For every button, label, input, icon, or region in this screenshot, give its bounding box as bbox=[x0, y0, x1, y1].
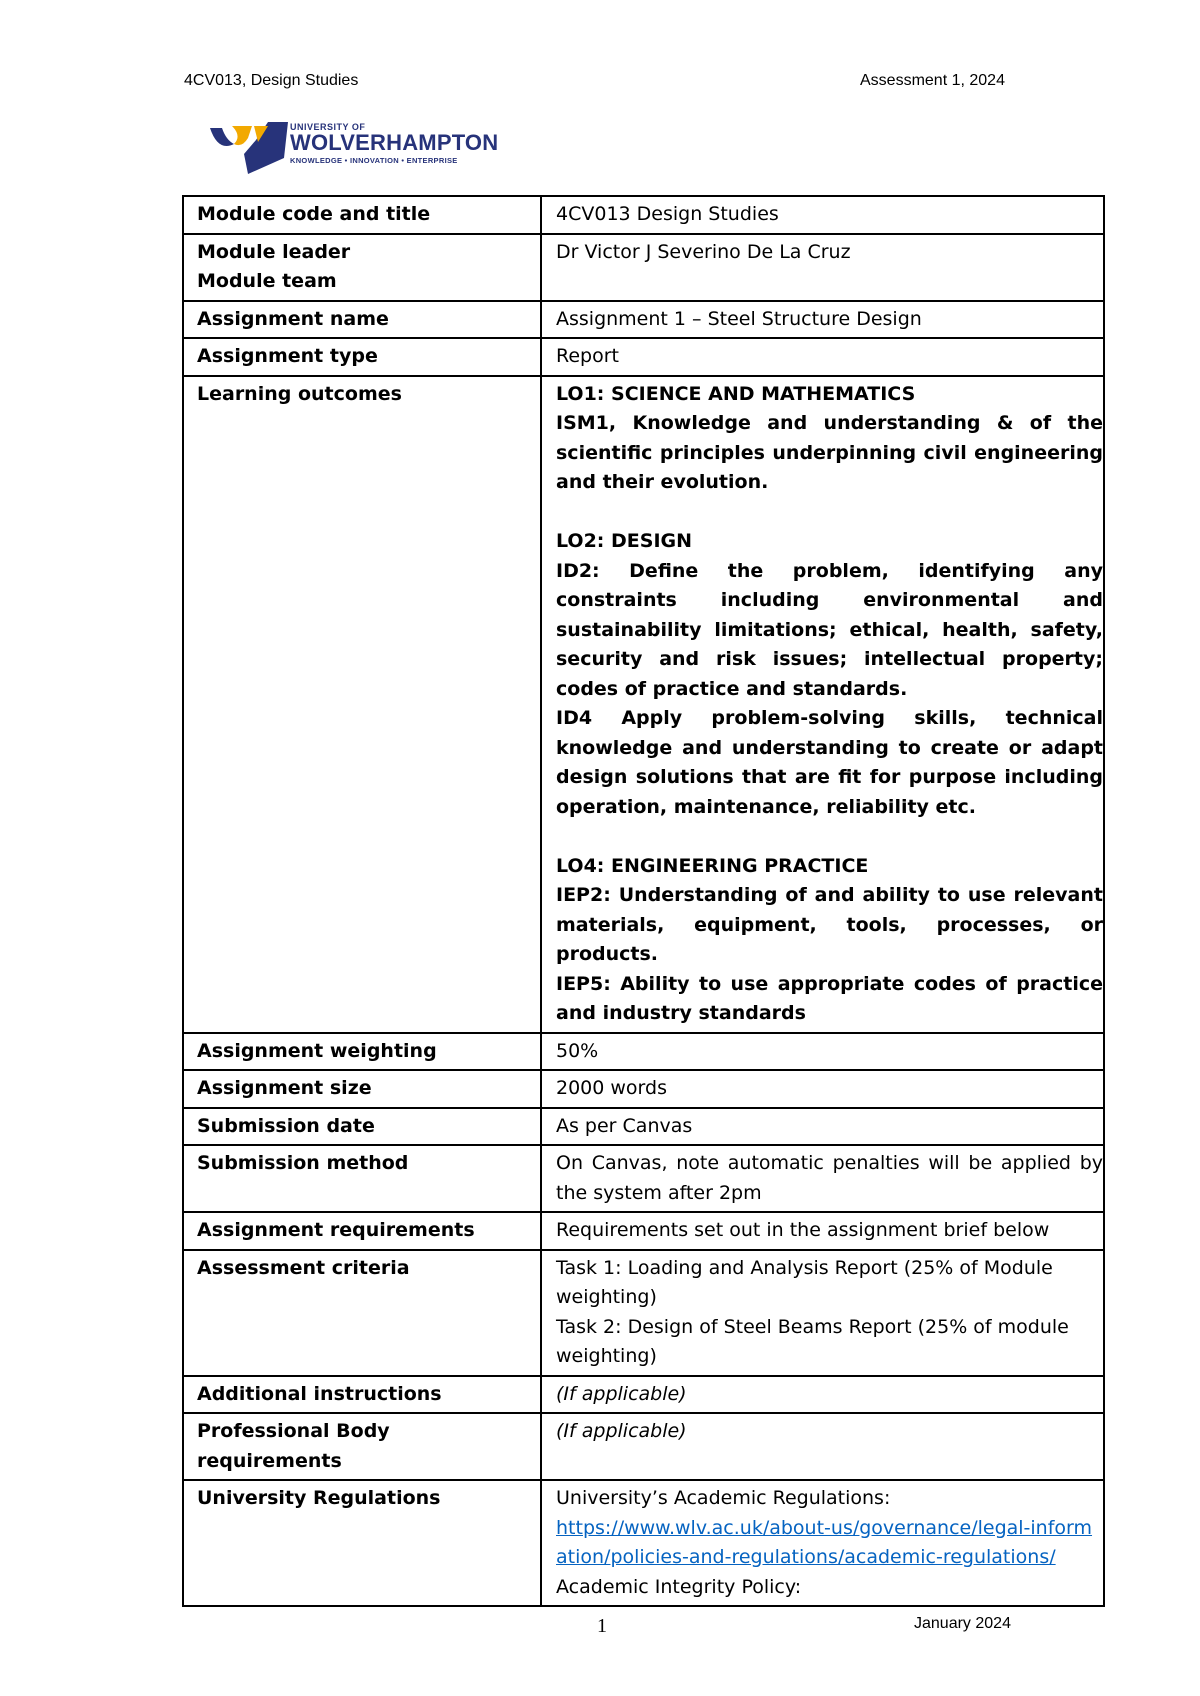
learning-outcomes-value bbox=[541, 376, 1104, 1033]
university-logo bbox=[208, 118, 513, 174]
module-code-value: 4CV013 Design Studies bbox=[541, 196, 1104, 234]
module-team-label: Module team bbox=[197, 270, 337, 292]
table-row bbox=[183, 1250, 1104, 1376]
size-value: 2000 words bbox=[541, 1070, 1104, 1108]
submission-date-value: As per Canvas bbox=[541, 1108, 1104, 1146]
assignment-type-value: Report bbox=[541, 338, 1104, 376]
table-row bbox=[183, 1033, 1104, 1071]
logo-line2: WOLVERHAMPTON bbox=[290, 130, 499, 155]
iep5-text: IEP5: Ability to use appropriate codes of practice and industry standards bbox=[556, 972, 1103, 1024]
logo-emblem-icon bbox=[208, 118, 288, 174]
submission-method-value: On Canvas, note automatic penalties will be applied by the system after 2pm bbox=[541, 1145, 1104, 1212]
criteria-task1: Task 1: Loading and Analysis Report (25% of Module weighting) bbox=[556, 1256, 1053, 1308]
header-module: 4CV013, Design Studies bbox=[184, 72, 359, 89]
table-row bbox=[183, 1108, 1104, 1146]
page-number: 1 bbox=[597, 1615, 607, 1637]
criteria-task2: Task 2: Design of Steel Beams Report (25% of module weighting) bbox=[556, 1315, 1069, 1367]
lo1-title: LO1: SCIENCE AND MATHEMATICS bbox=[556, 382, 916, 405]
assignment-name-label: Assignment name bbox=[183, 301, 541, 339]
table-row bbox=[183, 1145, 1104, 1212]
weighting-label: Assignment weighting bbox=[183, 1033, 541, 1071]
header-assessment: Assessment 1, 2024 bbox=[860, 72, 1005, 89]
id4-text: ID4 Apply problem-solving skills, technical knowledge and understanding to create or adapt design solutions that are fit for purpose including operation, maintenance, reliability etc. bbox=[556, 707, 1103, 818]
assignment-table bbox=[182, 195, 1105, 1607]
assignment-name-value: Assignment 1 – Steel Structure Design bbox=[541, 301, 1104, 339]
submission-date-label: Submission date bbox=[183, 1108, 541, 1146]
logo-line3: KNOWLEDGE • INNOVATION • ENTERPRISE bbox=[290, 156, 458, 165]
requirements-value: Requirements set out in the assignment brief below bbox=[541, 1212, 1104, 1250]
iep2-text: IEP2: Understanding of and ability to use relevant materials, equipment, tools, processes, or products. bbox=[556, 884, 1103, 965]
table-row bbox=[183, 376, 1104, 1033]
learning-outcomes-label: Learning outcomes bbox=[183, 376, 541, 1033]
table-row bbox=[183, 1480, 1104, 1606]
integrity-policy-label: Academic Integrity Policy: bbox=[556, 1575, 802, 1598]
regulations-label: University Regulations bbox=[183, 1480, 541, 1606]
lo4-title: LO4: ENGINEERING PRACTICE bbox=[556, 854, 869, 877]
footer-date: January 2024 bbox=[914, 1615, 1011, 1632]
table-row bbox=[183, 1212, 1104, 1250]
professional-label: Professional Body requirements bbox=[183, 1413, 541, 1480]
table-row bbox=[183, 1070, 1104, 1108]
additional-value: (If applicable) bbox=[541, 1376, 1104, 1414]
module-leader-value: Dr Victor J Severino De La Cruz bbox=[541, 234, 1104, 301]
table-row bbox=[183, 234, 1104, 301]
requirements-label: Assignment requirements bbox=[183, 1212, 541, 1250]
weighting-value: 50% bbox=[541, 1033, 1104, 1071]
additional-label: Additional instructions bbox=[183, 1376, 541, 1414]
ism1-text: ISM1, Knowledge and understanding & of the scientific principles underpinning civil engineering and their evolution. bbox=[556, 412, 1103, 493]
size-label: Assignment size bbox=[183, 1070, 541, 1108]
table-row bbox=[183, 338, 1104, 376]
regulations-intro: University’s Academic Regulations: bbox=[556, 1487, 891, 1509]
table-row bbox=[183, 1413, 1104, 1480]
logo-line1: UNIVERSITY OF bbox=[290, 122, 366, 132]
module-leader-label: Module leader bbox=[197, 240, 351, 263]
regulations-link[interactable]: https://www.wlv.ac.uk/about-us/governance/legal-information/policies-and-regulations/academic-regulations/ bbox=[556, 1516, 1093, 1568]
professional-value: (If applicable) bbox=[541, 1413, 1104, 1480]
table-row bbox=[183, 1376, 1104, 1414]
assignment-type-label: Assignment type bbox=[183, 338, 541, 376]
id2-text: ID2: Define the problem, identifying any constraints including environmental and sustainability limitations; ethical, health, safety, security and risk issues; intellectual property; codes of practice and standards. bbox=[556, 559, 1103, 700]
table-row bbox=[183, 301, 1104, 339]
lo2-title: LO2: DESIGN bbox=[556, 530, 693, 552]
submission-method-label: Submission method bbox=[183, 1145, 541, 1212]
module-code-label: Module code and title bbox=[183, 196, 541, 234]
criteria-label: Assessment criteria bbox=[183, 1250, 541, 1376]
table-row bbox=[183, 196, 1104, 234]
